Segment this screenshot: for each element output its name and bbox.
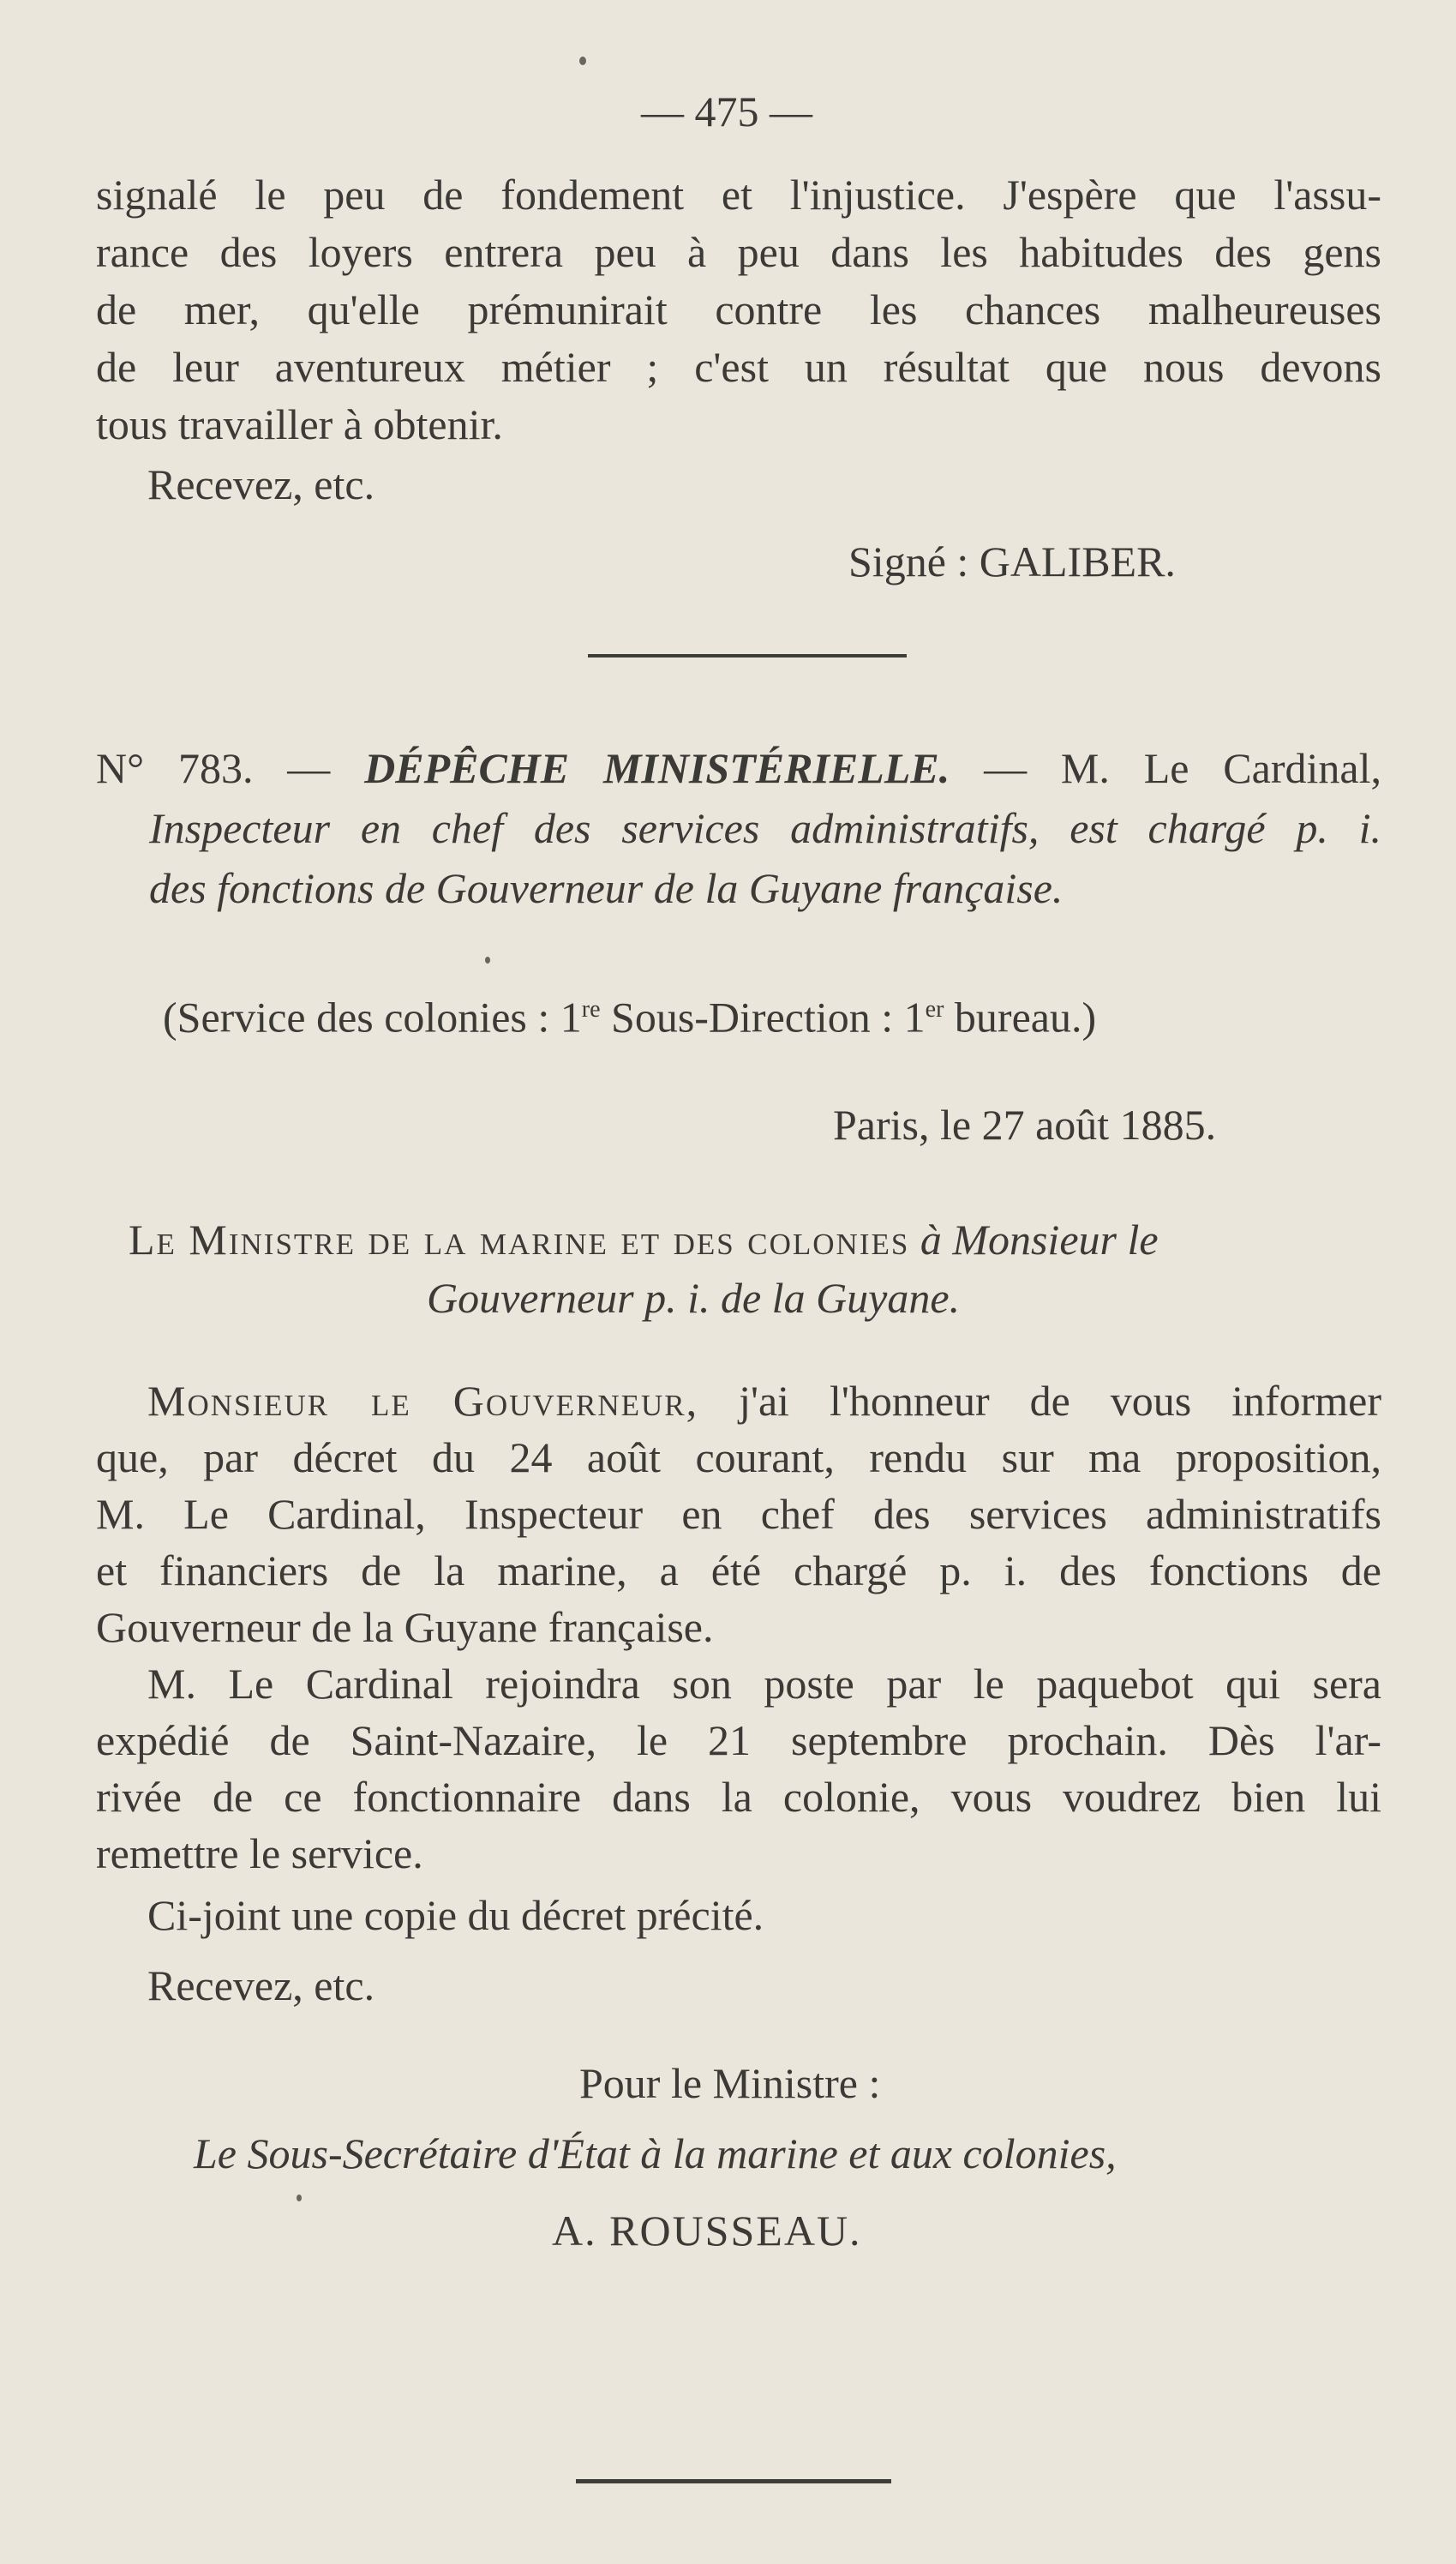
ink-speck — [485, 957, 490, 964]
entry-dash: — — [253, 744, 365, 792]
body-p2-line-1: M. Le Cardinal rejoindra son poste par le paquebot qui sera — [147, 1660, 1381, 1708]
service-middle: Sous-Direction : 1 — [600, 993, 926, 1042]
continuation-line-4: de leur aventureux métier ; c'est un résultat que nous devons — [96, 343, 1381, 391]
continuation-signature: Signé : GALIBER. — [848, 537, 1176, 585]
service-prefix: (Service des colonies : 1 — [163, 993, 582, 1042]
body-p2-line-2: expédié de Saint-Nazaire, le 21 septembre prochain. Dès l'ar- — [96, 1716, 1381, 1764]
ink-speck — [297, 2195, 302, 2201]
entry-summary-line-1: Inspecteur en chef des services administratifs, est chargé p. i. — [149, 804, 1381, 852]
service-sup-1: re — [581, 996, 601, 1023]
body-p3: Ci-joint une copie du décret précité. — [147, 1891, 764, 1939]
continuation-line-2: rance des loyers entrera peu à peu dans les habitudes des gens — [96, 228, 1381, 276]
body-closing: Recevez, etc. — [147, 1961, 375, 2009]
continuation-line-3: de mer, qu'elle prémunirait contre les chances malheureuses — [96, 285, 1381, 333]
body-p1-line-2: que, par décret du 24 août courant, rendu sur ma proposition, — [96, 1433, 1381, 1481]
salutation: Monsieur le Gouverneur, — [147, 1377, 699, 1425]
body-p1-line-1-rest: j'ai l'honneur de vous informer — [698, 1377, 1382, 1425]
body-p2-line-3: rivée de ce fonctionnaire dans la colonie, vous voudrez bien lui — [96, 1773, 1381, 1821]
service-sup-2: er — [925, 996, 944, 1023]
ink-speck — [579, 57, 586, 65]
entry-title-after: — M. Le Cardinal, — [950, 744, 1381, 792]
entry-heading — [96, 742, 1381, 794]
end-divider — [576, 2479, 891, 2483]
continuation-line-5: tous travailler à obtenir. — [96, 400, 503, 448]
signoff-for-minister: Pour le Ministre : — [579, 2059, 881, 2107]
entry-summary-line-2: des fonctions de Gouverneur de la Guyane française. — [149, 864, 1064, 912]
body-p1-line-5: Gouverneur de la Guyane française. — [96, 1603, 714, 1651]
continuation-line-1: signalé le peu de fondement et l'injustice. J'espère que l'assu- — [96, 171, 1381, 219]
entry-title: DÉPÊCHE MINISTÉRIELLE. — [364, 744, 950, 792]
entry-service — [163, 984, 1096, 1043]
signoff-name: A. ROUSSEAU. — [552, 2207, 862, 2255]
service-suffix: bureau.) — [944, 993, 1097, 1042]
body-p2-line-4: remettre le service. — [96, 1829, 423, 1877]
continuation-closing: Recevez, etc. — [147, 460, 375, 508]
section-divider — [588, 654, 907, 658]
entry-number: N° 783. — [96, 744, 254, 792]
place-date: Paris, le 27 août 1885. — [833, 1101, 1217, 1149]
address-sender: Le Ministre de la marine et des colonies — [129, 1216, 910, 1264]
page-number: — 475 — — [641, 87, 812, 135]
signoff-role: Le Sous-Secrétaire d'État à la marine et aux colonies, — [194, 2129, 1117, 2177]
address-line-1 — [129, 1214, 1159, 1265]
address-recipient-start: à Monsieur le — [909, 1216, 1159, 1264]
address-line-2: Gouverneur p. i. de la Guyane. — [427, 1274, 961, 1322]
body-p1-line-4: et financiers de la marine, a été chargé p. i. des fonctions de — [96, 1546, 1381, 1594]
body-p1-line-1 — [147, 1375, 1381, 1426]
body-p1-line-3: M. Le Cardinal, Inspecteur en chef des services administratifs — [96, 1490, 1381, 1538]
